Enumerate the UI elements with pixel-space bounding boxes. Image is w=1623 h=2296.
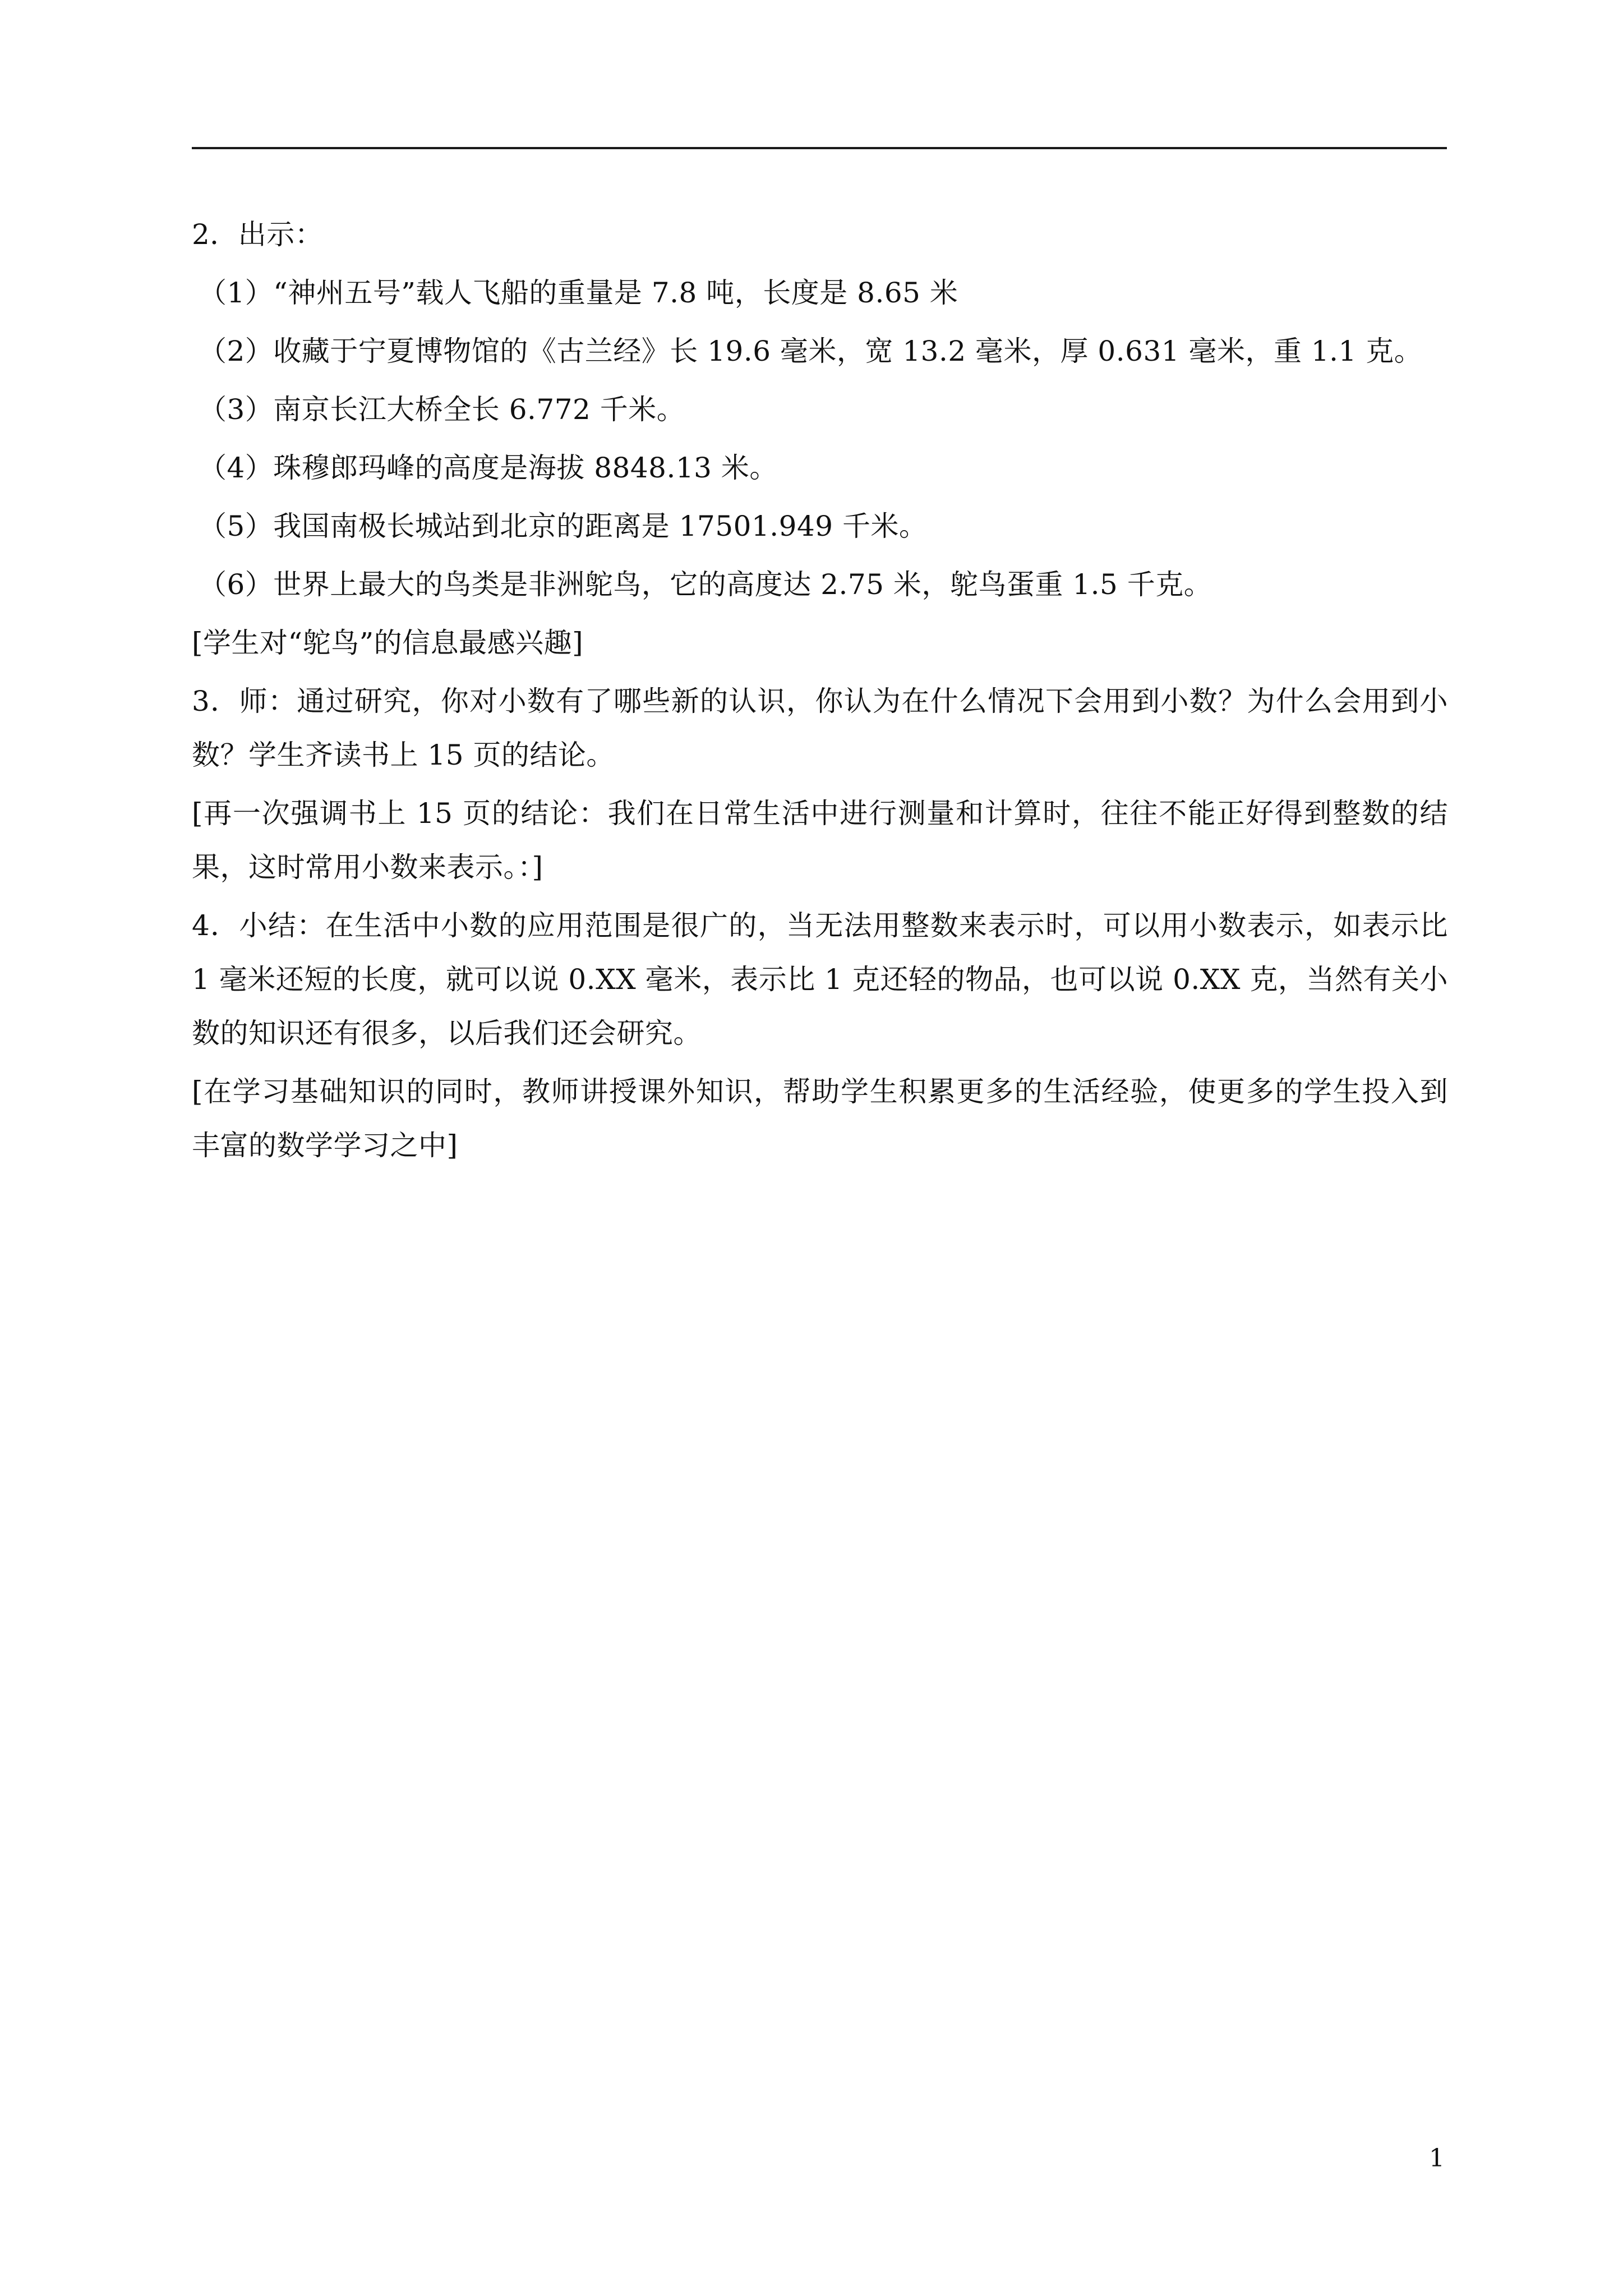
document-body — [192, 208, 1448, 1177]
list-item-5: （5）我国南极长城站到北京的距离是 17501.949 千米。 — [199, 510, 928, 542]
section-paragraph-4: 4．小结：在生活中小数的应用范围是很广的，当无法用整数来表示时，可以用小数表示，如表示比 1 毫米还短的长度，就可以说 0.XX 毫米，表示比 1 克还轻的物品，也可以说 0.XX 克，当然有关小数的知识还有很多，以后我们还会研究。 — [192, 909, 1448, 1050]
teaching-note-2: [再一次强调书上 15 页的结论：我们在日常生活中进行测量和计算时，往往不能正好得到整数的结果，这时常用小数来表示。：] — [192, 797, 1448, 884]
teaching-note-3: [在学习基础知识的同时，教师讲授课外知识，帮助学生积累更多的生活经验，使更多的学生投入到丰富的数学学习之中] — [192, 1075, 1448, 1162]
list-item-3: （3）南京长江大桥全长 6.772 千米。 — [199, 393, 685, 426]
teaching-note-1: [学生对“鸵鸟”的信息最感兴趣] — [192, 627, 584, 659]
list-item-2: （2）收藏于宁夏博物馆的《古兰经》长 19.6 毫米，宽 13.2 毫米，厚 0.631 毫米，重 1.1 克。 — [199, 335, 1423, 367]
header-rule — [192, 147, 1447, 149]
list-item-4: （4）珠穆郎玛峰的高度是海拔 8848.13 米。 — [199, 452, 778, 484]
page-number: 1 — [1429, 2144, 1445, 2173]
section-paragraph-3: 3．师：通过研究，你对小数有了哪些新的认识，你认为在什么情况下会用到小数？为什么会用到小数？学生齐读书上 15 页的结论。 — [192, 685, 1448, 771]
list-item-6: （6）世界上最大的鸟类是非洲鸵鸟，它的高度达 2.75 米，鸵鸟蛋重 1.5 千克。 — [199, 568, 1212, 601]
section-heading-2: 2．出示： — [192, 218, 324, 251]
list-item-1: （1）“神州五号”载人飞船的重量是 7.8 吨，长度是 8.65 米 — [199, 277, 958, 309]
